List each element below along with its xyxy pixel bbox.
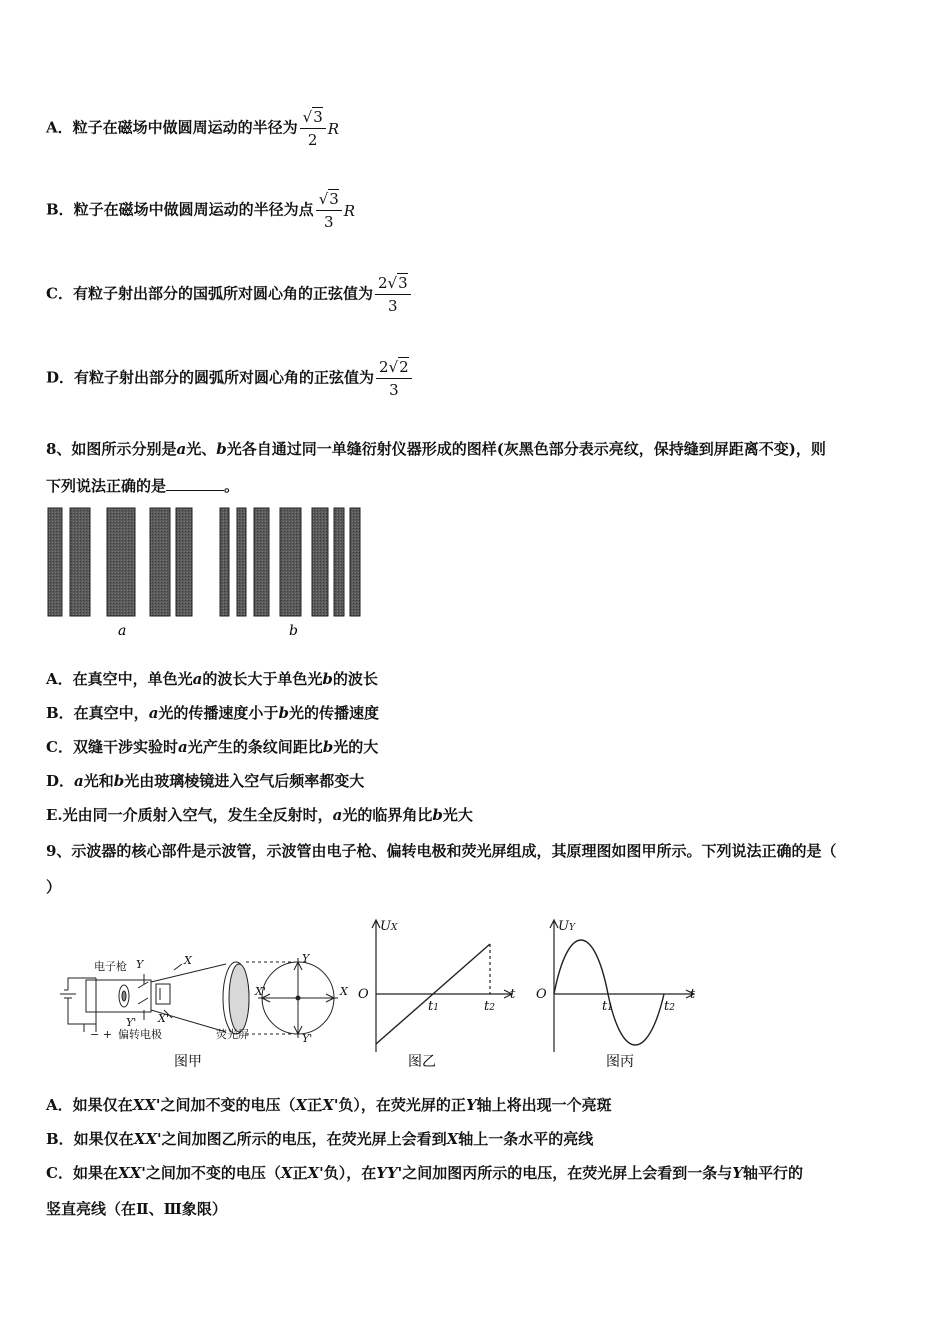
q7-option-a: A．粒子在磁场中做圆周运动的半径为 $\frac{√3}{2}$ R <box>46 108 340 149</box>
label-gun: 电子枪 <box>94 960 127 973</box>
q9-stem-line2: ） <box>46 878 62 896</box>
q9-option-c-line1: C．如果在XX'之间加不变的电压（X正X'负），在YY'之间加图丙所示的电压，在荧光屏上会看到一条与Y轴平行的 <box>46 1164 804 1182</box>
label-x-plate: X <box>184 954 192 967</box>
figure-bing-uy <box>528 912 708 1077</box>
q8-option-d: D．a光和b光由玻璃棱镜进入空气后频率都变大 <box>46 772 365 790</box>
yi-ylabel: U <box>380 919 391 934</box>
q9-option-b: B．如果仅在XX'之间加图乙所示的电压，在荧光屏上会看到X轴上一条水平的亮线 <box>46 1130 594 1148</box>
label-screen-yp: Y' <box>302 1032 313 1045</box>
q8-option-c: C．双缝干涉实验时a光产生的条纹间距比b光的大 <box>46 738 379 756</box>
label-screen: 荧光屏 <box>216 1028 249 1041</box>
label-deflect: 偏转电极 <box>118 1028 162 1041</box>
svg-text:t1 <box>428 999 439 1014</box>
svg-text:t2 <box>664 999 675 1014</box>
caption-jia: 图甲 <box>174 1054 202 1070</box>
label-a: a <box>118 623 127 639</box>
label-y-plate: Y <box>136 958 144 971</box>
label-screen-y: Y <box>302 952 310 965</box>
label-b: b <box>289 623 298 639</box>
caption-yi: 图乙 <box>408 1054 436 1070</box>
svg-text:UY <box>558 919 576 934</box>
yi-t2sub: 2 <box>489 1003 495 1013</box>
yi-taxis: t <box>510 987 516 1002</box>
q8-stem-line1: 8、如图所示分别是a光、b光各自通过同一单缝衍射仪器形成的图样(灰黑色部分表示亮纹，保持缝到屏距离不变)，则 <box>46 440 826 458</box>
bing-ysub: Y <box>568 923 575 933</box>
pattern-a <box>48 508 192 616</box>
figure-jia-oscilloscope <box>56 950 356 1075</box>
bing-t1: t <box>602 999 608 1014</box>
fraction: $\frac{√3}{2}$ <box>300 108 326 149</box>
q7-option-c: C．有粒子射出部分的国弧所对圆心角的正弦值为 $\frac{2√3}{3}$ <box>46 274 411 315</box>
q9-option-a: A．如果仅在XX'之间加不变的电压（X正X'负），在荧光屏的正Y轴上将出现一个亮斑 <box>46 1096 612 1114</box>
bing-taxis: t <box>690 987 696 1002</box>
bing-t1sub: 1 <box>607 1003 613 1013</box>
bing-t2sub: 2 <box>669 1003 675 1013</box>
fraction: $\frac{√3}{3}$ <box>316 190 342 231</box>
pattern-b <box>220 508 360 616</box>
bing-origin: O <box>536 987 547 1002</box>
q9-option-c-line2: 竖直亮线（在Ⅱ、Ⅲ象限） <box>46 1200 227 1218</box>
yi-t1: t <box>428 999 434 1014</box>
bing-t2: t <box>664 999 670 1014</box>
q7-option-d: D．有粒子射出部分的圆弧所对圆心角的正弦值为 $\frac{2√2}{3}$ <box>46 358 412 399</box>
svg-text:t2 <box>484 999 495 1014</box>
figure-yi-ux <box>350 912 530 1077</box>
caption-bing: 图丙 <box>606 1054 634 1070</box>
yi-ysub: X <box>390 923 398 933</box>
diffraction-figure <box>44 504 374 644</box>
yi-t1sub: 1 <box>433 1003 439 1013</box>
q8-option-a: A．在真空中，单色光a的波长大于单色光b的波长 <box>46 670 378 688</box>
q8-option-e: E.光由同一介质射入空气，发生全反射时，a光的临界角比b光大 <box>46 806 473 824</box>
label-polarity: − + <box>90 1028 112 1041</box>
q9-stem-line1: 9、示波器的核心部件是示波管，示波管由电子枪、偏转电极和荧光屏组成，其原理图如图甲所示。下列说法正确的是（ <box>46 842 837 860</box>
label-xp-plate: X' <box>158 1012 169 1025</box>
label-screen-xp: X' <box>255 985 266 998</box>
q8-option-b: B．在真空中，a光的传播速度小于b光的传播速度 <box>46 704 379 722</box>
q8-stem-line2: 下列说法正确的是 。 <box>46 477 240 495</box>
yi-t2: t <box>484 999 490 1014</box>
yi-origin: O <box>358 987 369 1002</box>
label-yp-plate: Y' <box>126 1016 137 1029</box>
label-screen-x: X <box>340 985 348 998</box>
svg-text:t1 <box>602 999 613 1014</box>
fraction: $\frac{2√3}{3}$ <box>375 274 411 315</box>
bing-ylabel: U <box>558 919 569 934</box>
answer-blank <box>166 478 224 491</box>
fraction: $\frac{2√2}{3}$ <box>376 358 412 399</box>
q7-option-b: B．粒子在磁场中做圆周运动的半径为点 $\frac{√3}{3}$ R <box>46 190 356 231</box>
svg-text:UX <box>380 919 398 934</box>
